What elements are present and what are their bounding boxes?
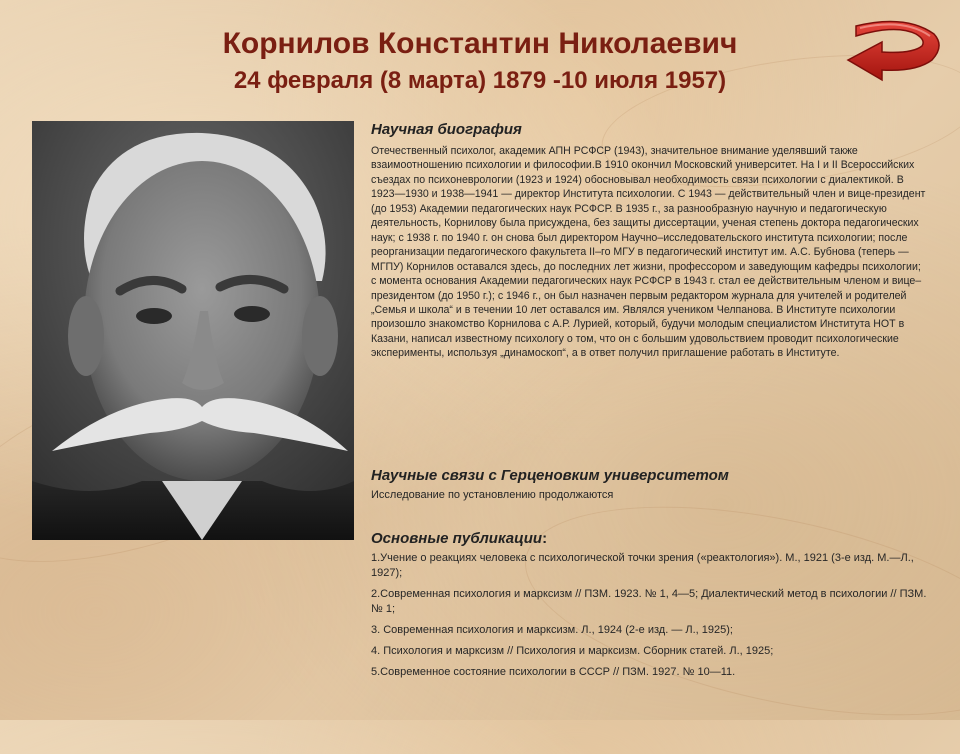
back-arrow-icon[interactable]: [846, 12, 946, 84]
publications-heading: [371, 529, 927, 549]
publications-heading-text: Основные публикации: [371, 530, 543, 547]
page-title: Корнилов Константин Николаевич: [222, 27, 738, 60]
biography-heading: Научная биография: [371, 121, 522, 138]
biography-text: Отечественный психолог, академик АПН РСФСР (1943), значительное внимание уделявший также взаимоотношению психологии и философии.В 1910 окончил Московский университет. На I и II Всероссийских съездах по психоневрологии (1923 и 1924) обосновывал необходимость связи психологии с диалектикой. В 1923—1930 и 1938—1941 — директор Института психологии. С 1943 — действительный член и вице-президент (до 1953) Академии педагогических наук РСФСР. В 1935 г., за разнообразную научную и педагогическую деятельность, Корнилову была присуждена, без защиты диссертации, ученая степень доктора педагогических наук; с 1938 г. по 1940 г. он снова был директором Научно–исследовательского института психологии; после реорганизации педагогического факультета II–го МГУ в педагогический институт им. А.С. Бубнова (теперь — МГПУ) Корнилов оставался здесь, до последних лет жизни, профессором и заведующим кафедры психологии; с момента основания Академии педагогических наук РСФСР в 1943 г. стал ее действительным членом и вице–президентом (до 1950 г.); с 1946 г., он был назначен первым редактором журнала для учителей и родителей „Семья и школа“ и в течении 10 лет оставался им. Являлся учеником Челпанова. В Институте психологии произошло знакомство Корнилова с А.Р. Лурией, который, будучи молодым специалистом Института НОТ в Казани, написал известному психологу о том, что он с большим удовольствием проводит психологические эксперименты, используя „динамоскоп“, а в ответ получил приглашение работать в Институте.: [371, 145, 926, 360]
publication-item: 3. Современная психология и марксизм. Л., 1924 (2-е изд. — Л., 1925);: [371, 624, 733, 636]
links-heading: Научные связи с Герценовким университетом: [371, 467, 729, 484]
publication-item: 1.Учение о реакциях человека с психологической точки зрения («реактология»). М., 1921 (3-е изд. М.—Л., 1927);: [371, 552, 914, 579]
publication-item: 5.Современное состояние психологии в СССР // ПЗМ. 1927. № 10—11.: [371, 666, 736, 678]
publications-heading-colon: :: [542, 530, 548, 547]
links-section: [371, 466, 927, 503]
biography-section: [371, 120, 927, 361]
publication-item: 4. Психология и марксизм // Психология и марксизм. Сборник статей. Л., 1925;: [371, 645, 774, 657]
publications-section: [371, 529, 927, 686]
links-text: Исследование по установлению продолжаются: [371, 489, 614, 501]
page-subtitle: 24 февраля (8 марта) 1879 -10 июля 1957): [233, 67, 727, 94]
portrait-photo: [32, 121, 354, 540]
publication-item: 2.Современная психология и марксизм // ПЗМ. 1923. № 1, 4—5; Диалектический метод в психологии // ПЗМ. № 1;: [371, 588, 927, 615]
